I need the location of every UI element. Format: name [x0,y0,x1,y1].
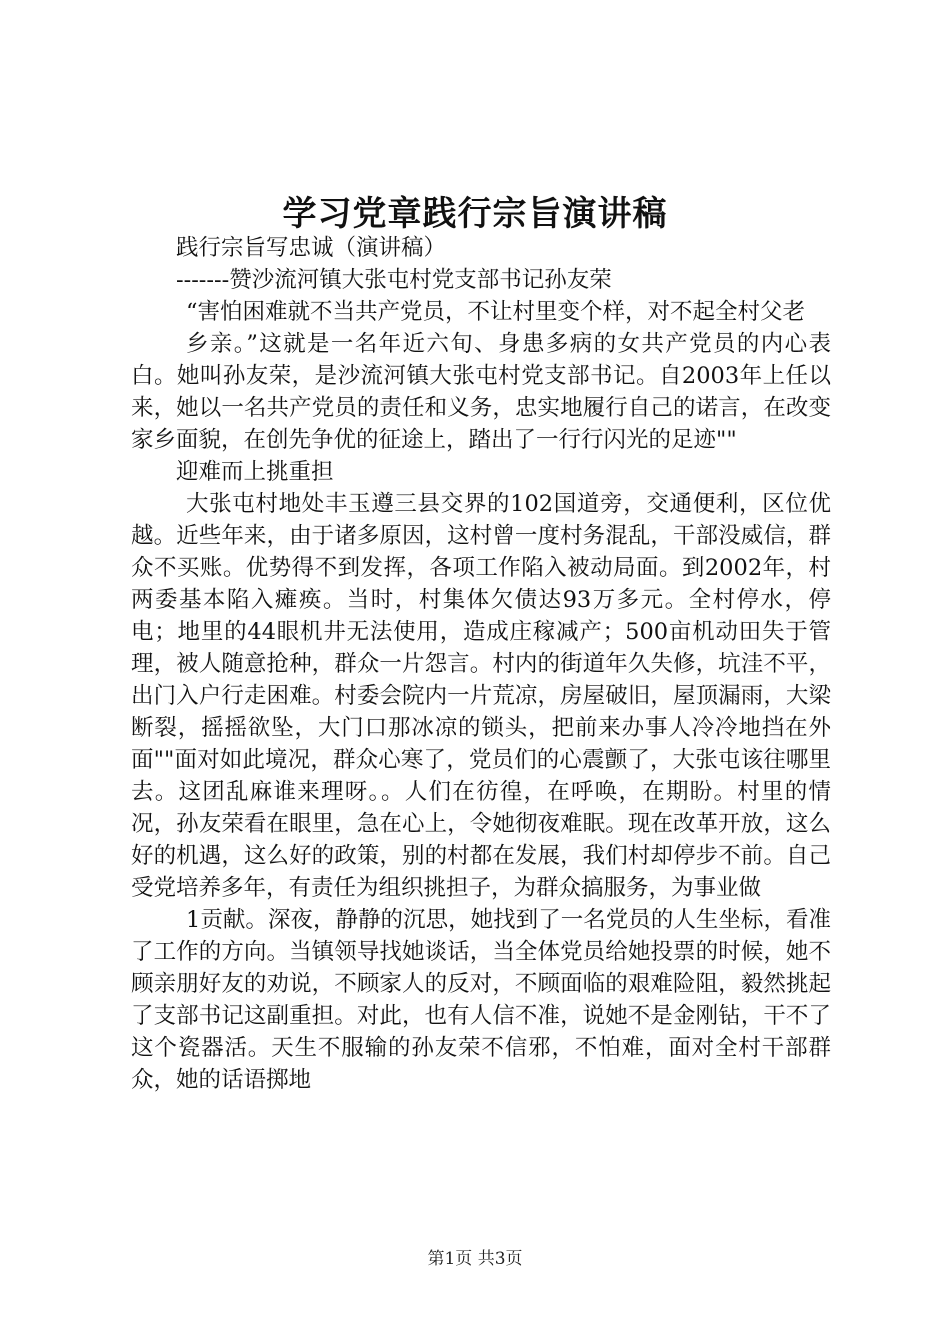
speech-byline: -------赞沙流河镇大张屯村党支部书记孙友荣 [176,267,612,293]
document-body [131,232,831,1096]
page-footer: 第1页 共3页 [427,1249,523,1269]
paragraph-quote: “害怕困难就不当共产党员，不让村里变个样，对不起全村父老 [186,299,806,325]
paragraph-intro: 乡亲。”这就是一名年近六旬、身患多病的女共产党员的内心表白。她叫孙友荣，是沙流河镇大张屯村党支部书记。自2003年上任以来，她以一名共产党员的责任和义务，忠实地履行自己的诺言，在改变家乡面貌，在创先争优的征途上，踏出了一行行闪光的足迹"" [131,331,831,453]
paragraph-decision: 1贡献。深夜，静静的沉思，她找到了一名党员的人生坐标，看准了工作的方向。当镇领导找她谈话，当全体党员给她投票的时候，她不顾亲朋好友的劝说，不顾家人的反对，不顾面临的艰难险阻，毅然挑起了支部书记这副重担。对此，也有人信不准，说她不是金刚钻，干不了这个瓷器活。天生不服输的孙友荣不信邪，不怕难，面对全村干部群众，她的话语掷地 [131,907,831,1093]
speech-subtitle: 践行宗旨写忠诚（演讲稿） [176,235,447,261]
document-title: 学习党章践行宗旨演讲稿 [282,194,668,234]
paragraph-background: 大张屯村地处丰玉遵三县交界的102国道旁，交通便利，区位优越。近些年来，由于诸多原因，这村曾一度村务混乱，干部没威信，群众不买账。优势得不到发挥，各项工作陷入被动局面。到2002年，村两委基本陷入瘫痪。当时，村集体欠债达93万多元。全村停水，停电；地里的44眼机井无法使用，造成庄稼减产；500亩机动田失于管理，被人随意抢种，群众一片怨言。村内的街道年久失修，坑洼不平，出门入户行走困难。村委会院内一片荒凉，房屋破旧，屋顶漏雨，大梁断裂，摇摇欲坠，大门口那冰凉的锁头，把前来办事人冷冷地挡在外面""面对如此境况，群众心寒了，党员们的心震颤了，大张屯该往哪里去。这团乱麻谁来理呀。。人们在彷徨，在呼唤，在期盼。村里的情况，孙友荣看在眼里，急在心上，令她彻夜难眠。现在改革开放，这么好的机遇，这么好的政策，别的村都在发展，我们村却停步不前。自己受党培养多年，有责任为组织挑担子，为群众搞服务，为事业做 [131,491,831,901]
section-heading: 迎难而上挑重担 [176,459,334,485]
